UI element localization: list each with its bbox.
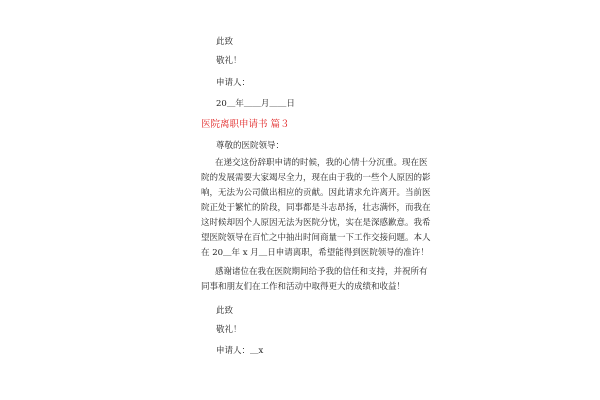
applicant-label-bottom: 申请人：＿x [216, 346, 264, 356]
section-heading: 医院离职申请书 篇３ [201, 119, 290, 130]
salute-text-bottom: 敬礼！ [216, 325, 242, 335]
paragraph-line: 院正处于繁忙的阶段，同事都是斗志昂扬，壮志满怀，而我在 [201, 203, 431, 213]
date-line: 20＿年＿＿月＿＿日 [216, 99, 295, 109]
paragraph-line: 这时候却因个人原因无法为医院分忧，实在是深感歉意。我希 [201, 218, 431, 228]
greeting-text: 尊敬的医院领导： [216, 141, 285, 151]
paragraph-line: 同事和朋友们在工作和活动中取得更大的成绩和收益！ [201, 282, 406, 292]
paragraph-line: 感谢诸位在我在医院期间给予我的信任和支持，并祝所有 [215, 267, 428, 277]
body-paragraph-1 [201, 156, 431, 261]
applicant-label-top: 申请人： [216, 78, 251, 88]
closing-text-top: 此致 [216, 37, 234, 47]
paragraph-line: 院的发展需要大家竭尽全力，现在由于我的一些个人原因的影 [201, 173, 431, 183]
body-paragraph-2 [201, 265, 428, 295]
paragraph-line: 望医院领导在百忙之中抽出时间商量一下工作交接问题。本人 [201, 233, 431, 243]
paragraph-line: 响，无法为公司做出相应的贡献。因此请求允许离开。当前医 [201, 188, 431, 198]
paragraph-line: 在 20＿年 x 月＿日申请离职，希望能得到医院领导的准许！ [201, 248, 429, 258]
salute-text-top: 敬礼！ [216, 56, 242, 66]
paragraph-line: 在递交这份辞职申请的时候，我的心情十分沉重。现在医 [215, 158, 428, 168]
closing-text-bottom: 此致 [216, 306, 234, 316]
